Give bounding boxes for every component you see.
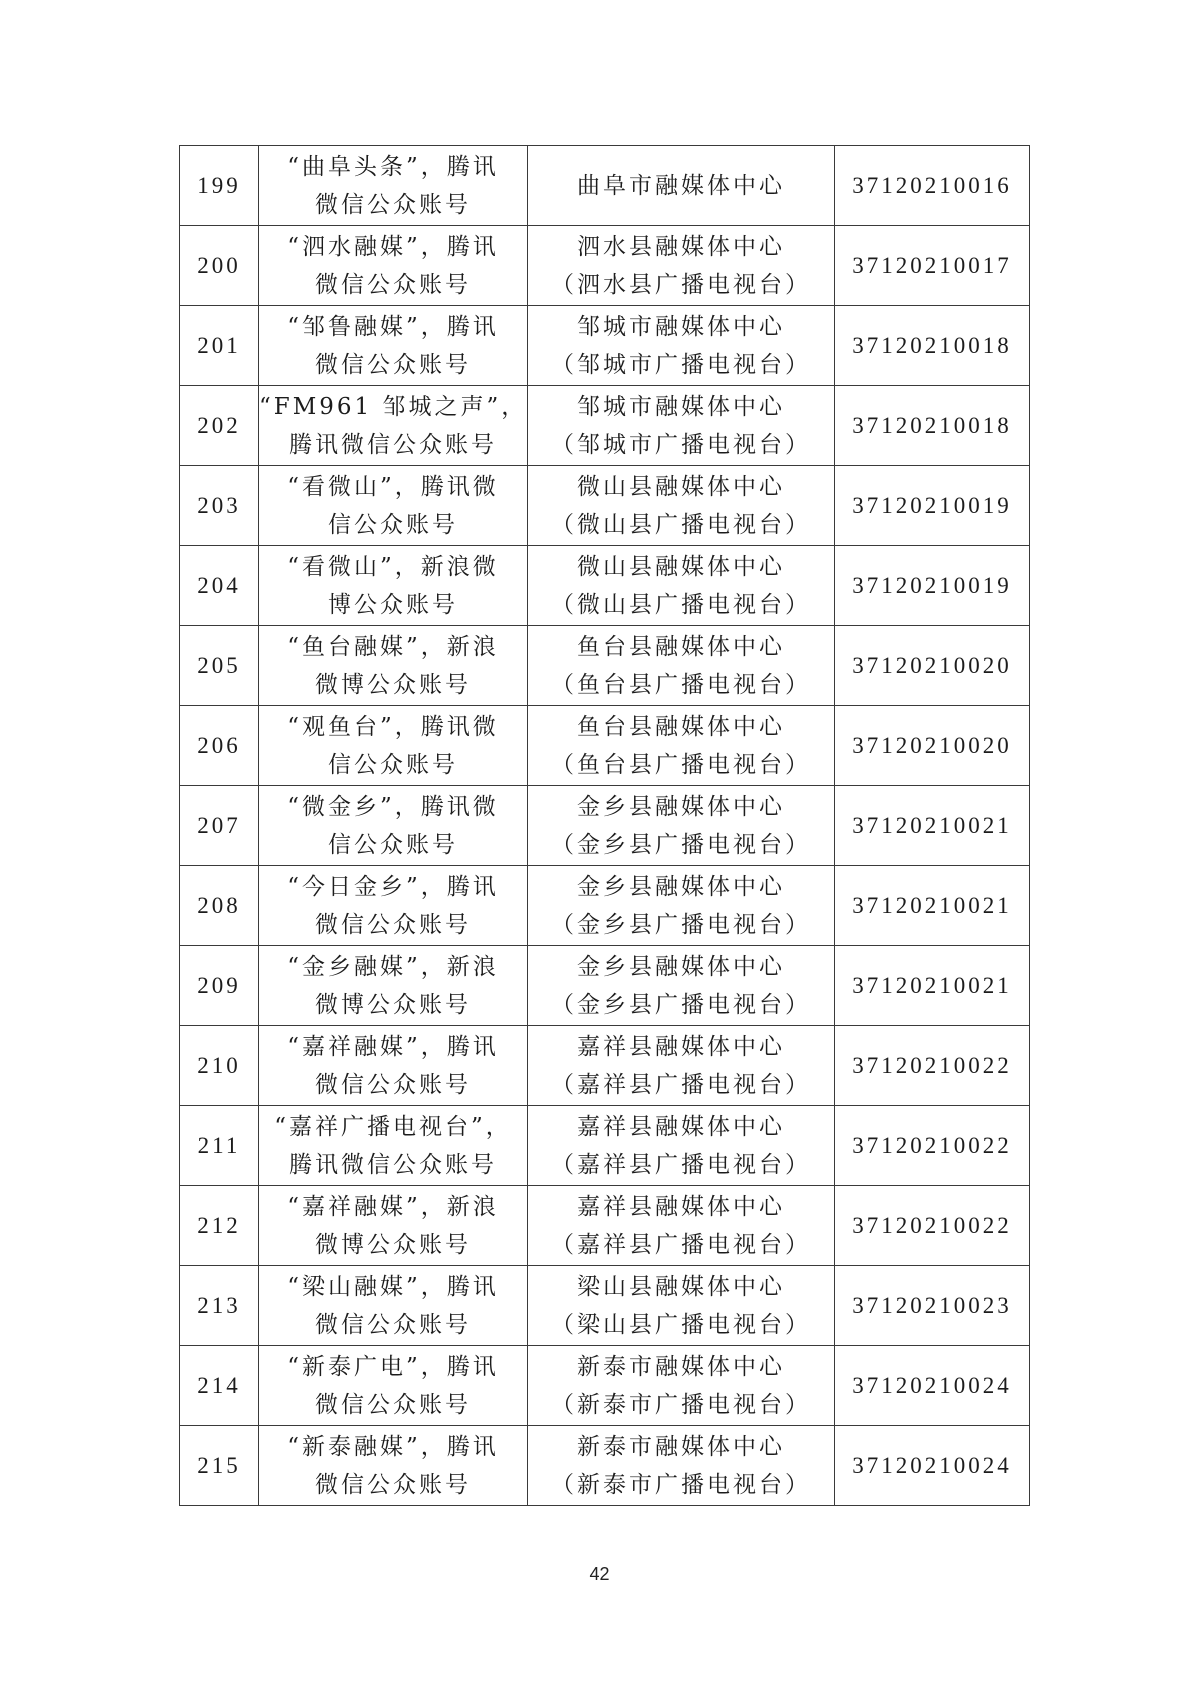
organization-cell bbox=[528, 1266, 835, 1346]
table-row bbox=[180, 466, 1030, 546]
account-name-cell bbox=[259, 226, 528, 306]
organization-line: 嘉祥县融媒体中心 bbox=[577, 1193, 785, 1220]
account-name-line: 博公众账号 bbox=[328, 591, 458, 618]
license-code-cell: 37120210017 bbox=[835, 226, 1030, 306]
organization-line: （嘉祥县广播电视台） bbox=[551, 1071, 811, 1098]
license-code-cell: 37120210021 bbox=[835, 786, 1030, 866]
table-row bbox=[180, 1266, 1030, 1346]
account-name-line: 微信公众账号 bbox=[315, 911, 471, 938]
organization-line: （嘉祥县广播电视台） bbox=[551, 1231, 811, 1258]
organization-line: （邹城市广播电视台） bbox=[551, 431, 811, 458]
table-row bbox=[180, 786, 1030, 866]
license-code-cell: 37120210019 bbox=[835, 546, 1030, 626]
table-row bbox=[180, 546, 1030, 626]
account-name-cell bbox=[259, 1106, 528, 1186]
account-name-cell bbox=[259, 1426, 528, 1506]
table-row bbox=[180, 1186, 1030, 1266]
organization-line: （嘉祥县广播电视台） bbox=[551, 1151, 811, 1178]
account-name-cell bbox=[259, 1186, 528, 1266]
table-body bbox=[180, 146, 1030, 1506]
organization-line: （新泰市广播电视台） bbox=[551, 1391, 811, 1418]
license-code-cell: 37120210021 bbox=[835, 946, 1030, 1026]
organization-cell bbox=[528, 1106, 835, 1186]
account-name-line: 微信公众账号 bbox=[315, 1311, 471, 1338]
account-name-line: “鱼台融媒”，新浪 bbox=[287, 633, 499, 660]
account-name-cell bbox=[259, 546, 528, 626]
account-name-cell bbox=[259, 306, 528, 386]
account-name-line: 微信公众账号 bbox=[315, 351, 471, 378]
row-number-cell: 208 bbox=[180, 866, 259, 946]
account-name-line: “今日金乡”，腾讯 bbox=[287, 873, 499, 900]
license-code-cell: 37120210024 bbox=[835, 1346, 1030, 1426]
table-row bbox=[180, 226, 1030, 306]
table-row bbox=[180, 146, 1030, 226]
account-name-cell bbox=[259, 386, 528, 466]
license-code-cell: 37120210022 bbox=[835, 1186, 1030, 1266]
license-code-cell: 37120210022 bbox=[835, 1106, 1030, 1186]
account-name-line: 微博公众账号 bbox=[315, 1231, 471, 1258]
account-name-line: 信公众账号 bbox=[328, 751, 458, 778]
license-code-cell: 37120210016 bbox=[835, 146, 1030, 226]
table-row bbox=[180, 1426, 1030, 1506]
table-row bbox=[180, 706, 1030, 786]
organization-line: （金乡县广播电视台） bbox=[551, 991, 811, 1018]
license-code-cell: 37120210020 bbox=[835, 706, 1030, 786]
account-name-cell bbox=[259, 626, 528, 706]
account-name-line: 微博公众账号 bbox=[315, 991, 471, 1018]
organization-cell bbox=[528, 786, 835, 866]
table-row bbox=[180, 1346, 1030, 1426]
license-code-cell: 37120210019 bbox=[835, 466, 1030, 546]
row-number-cell: 209 bbox=[180, 946, 259, 1026]
account-name-line: 微信公众账号 bbox=[315, 271, 471, 298]
license-code-cell: 37120210022 bbox=[835, 1026, 1030, 1106]
organization-line: 微山县融媒体中心 bbox=[577, 553, 785, 580]
license-code-cell: 37120210023 bbox=[835, 1266, 1030, 1346]
license-code-cell: 37120210024 bbox=[835, 1426, 1030, 1506]
row-number-cell: 210 bbox=[180, 1026, 259, 1106]
organization-cell bbox=[528, 546, 835, 626]
organization-line: （梁山县广播电视台） bbox=[551, 1311, 811, 1338]
organization-line: 梁山县融媒体中心 bbox=[577, 1273, 785, 1300]
organization-line: 新泰市融媒体中心 bbox=[577, 1353, 785, 1380]
account-name-line: “梁山融媒”，腾讯 bbox=[287, 1273, 499, 1300]
account-name-line: “嘉祥融媒”，新浪 bbox=[287, 1193, 499, 1220]
license-code-cell: 37120210020 bbox=[835, 626, 1030, 706]
organization-cell bbox=[528, 386, 835, 466]
account-name-cell bbox=[259, 866, 528, 946]
organization-line: （微山县广播电视台） bbox=[551, 591, 811, 618]
organization-cell bbox=[528, 226, 835, 306]
account-name-line: “看微山”，腾讯微 bbox=[287, 473, 499, 500]
account-name-line: 腾讯微信公众账号 bbox=[289, 431, 497, 458]
organization-line: （微山县广播电视台） bbox=[551, 511, 811, 538]
organization-line: 鱼台县融媒体中心 bbox=[577, 713, 785, 740]
organization-line: （金乡县广播电视台） bbox=[551, 831, 811, 858]
organization-line: 微山县融媒体中心 bbox=[577, 473, 785, 500]
account-name-line: 腾讯微信公众账号 bbox=[289, 1151, 497, 1178]
organization-line: （金乡县广播电视台） bbox=[551, 911, 811, 938]
organization-line: 曲阜市融媒体中心 bbox=[577, 172, 785, 199]
account-registry-table bbox=[179, 145, 1030, 1506]
organization-cell bbox=[528, 866, 835, 946]
organization-line: 鱼台县融媒体中心 bbox=[577, 633, 785, 660]
row-number-cell: 204 bbox=[180, 546, 259, 626]
organization-cell bbox=[528, 706, 835, 786]
organization-line: （邹城市广播电视台） bbox=[551, 351, 811, 378]
organization-line: 嘉祥县融媒体中心 bbox=[577, 1113, 785, 1140]
organization-cell bbox=[528, 466, 835, 546]
row-number-cell: 213 bbox=[180, 1266, 259, 1346]
account-name-line: “金乡融媒”，新浪 bbox=[287, 953, 499, 980]
account-name-cell bbox=[259, 786, 528, 866]
row-number-cell: 211 bbox=[180, 1106, 259, 1186]
license-code-cell: 37120210021 bbox=[835, 866, 1030, 946]
organization-line: 金乡县融媒体中心 bbox=[577, 793, 785, 820]
license-code-cell: 37120210018 bbox=[835, 386, 1030, 466]
account-name-line: “嘉祥广播电视台”， bbox=[274, 1113, 512, 1140]
organization-line: （泗水县广播电视台） bbox=[551, 271, 811, 298]
account-name-line: “嘉祥融媒”，腾讯 bbox=[287, 1033, 499, 1060]
account-name-line: “泗水融媒”，腾讯 bbox=[287, 233, 499, 260]
account-name-line: 微信公众账号 bbox=[315, 1471, 471, 1498]
account-name-line: “观鱼台”，腾讯微 bbox=[287, 713, 499, 740]
row-number-cell: 215 bbox=[180, 1426, 259, 1506]
account-name-line: “新泰广电”，腾讯 bbox=[287, 1353, 499, 1380]
row-number-cell: 202 bbox=[180, 386, 259, 466]
table-row bbox=[180, 1106, 1030, 1186]
account-name-line: 微信公众账号 bbox=[315, 191, 471, 218]
account-name-line: “看微山”，新浪微 bbox=[287, 553, 499, 580]
organization-line: （鱼台县广播电视台） bbox=[551, 671, 811, 698]
account-name-line: “FM961 邹城之声”， bbox=[259, 393, 528, 420]
page-number: 42 bbox=[589, 1564, 610, 1584]
organization-line: （新泰市广播电视台） bbox=[551, 1471, 811, 1498]
organization-line: 金乡县融媒体中心 bbox=[577, 873, 785, 900]
account-name-line: “微金乡”，腾讯微 bbox=[287, 793, 499, 820]
table-row bbox=[180, 626, 1030, 706]
table-row bbox=[180, 866, 1030, 946]
organization-cell bbox=[528, 1346, 835, 1426]
row-number-cell: 205 bbox=[180, 626, 259, 706]
account-name-line: “曲阜头条”，腾讯 bbox=[287, 153, 499, 180]
organization-line: 邹城市融媒体中心 bbox=[577, 393, 785, 420]
row-number-cell: 199 bbox=[180, 146, 259, 226]
organization-cell bbox=[528, 1186, 835, 1266]
organization-cell bbox=[528, 626, 835, 706]
account-name-line: 信公众账号 bbox=[328, 511, 458, 538]
account-name-cell bbox=[259, 146, 528, 226]
account-name-line: 微博公众账号 bbox=[315, 671, 471, 698]
organization-cell bbox=[528, 946, 835, 1026]
account-name-cell bbox=[259, 706, 528, 786]
organization-cell bbox=[528, 1426, 835, 1506]
organization-line: 金乡县融媒体中心 bbox=[577, 953, 785, 980]
table-row bbox=[180, 1026, 1030, 1106]
account-name-cell bbox=[259, 466, 528, 546]
row-number-cell: 212 bbox=[180, 1186, 259, 1266]
account-name-line: “邹鲁融媒”，腾讯 bbox=[287, 313, 499, 340]
organization-line: （鱼台县广播电视台） bbox=[551, 751, 811, 778]
table-row bbox=[180, 946, 1030, 1026]
row-number-cell: 203 bbox=[180, 466, 259, 546]
account-name-cell bbox=[259, 1346, 528, 1426]
account-name-cell bbox=[259, 1026, 528, 1106]
license-code-cell: 37120210018 bbox=[835, 306, 1030, 386]
account-name-cell bbox=[259, 946, 528, 1026]
row-number-cell: 214 bbox=[180, 1346, 259, 1426]
organization-line: 邹城市融媒体中心 bbox=[577, 313, 785, 340]
account-name-line: 微信公众账号 bbox=[315, 1071, 471, 1098]
account-name-line: 微信公众账号 bbox=[315, 1391, 471, 1418]
organization-line: 泗水县融媒体中心 bbox=[577, 233, 785, 260]
organization-line: 新泰市融媒体中心 bbox=[577, 1433, 785, 1460]
account-name-line: “新泰融媒”，腾讯 bbox=[287, 1433, 499, 1460]
table-row bbox=[180, 306, 1030, 386]
row-number-cell: 200 bbox=[180, 226, 259, 306]
organization-cell bbox=[528, 1026, 835, 1106]
organization-cell bbox=[528, 146, 835, 226]
organization-cell bbox=[528, 306, 835, 386]
organization-line: 嘉祥县融媒体中心 bbox=[577, 1033, 785, 1060]
account-name-cell bbox=[259, 1266, 528, 1346]
row-number-cell: 201 bbox=[180, 306, 259, 386]
row-number-cell: 207 bbox=[180, 786, 259, 866]
account-name-line: 信公众账号 bbox=[328, 831, 458, 858]
row-number-cell: 206 bbox=[180, 706, 259, 786]
table-row bbox=[180, 386, 1030, 466]
